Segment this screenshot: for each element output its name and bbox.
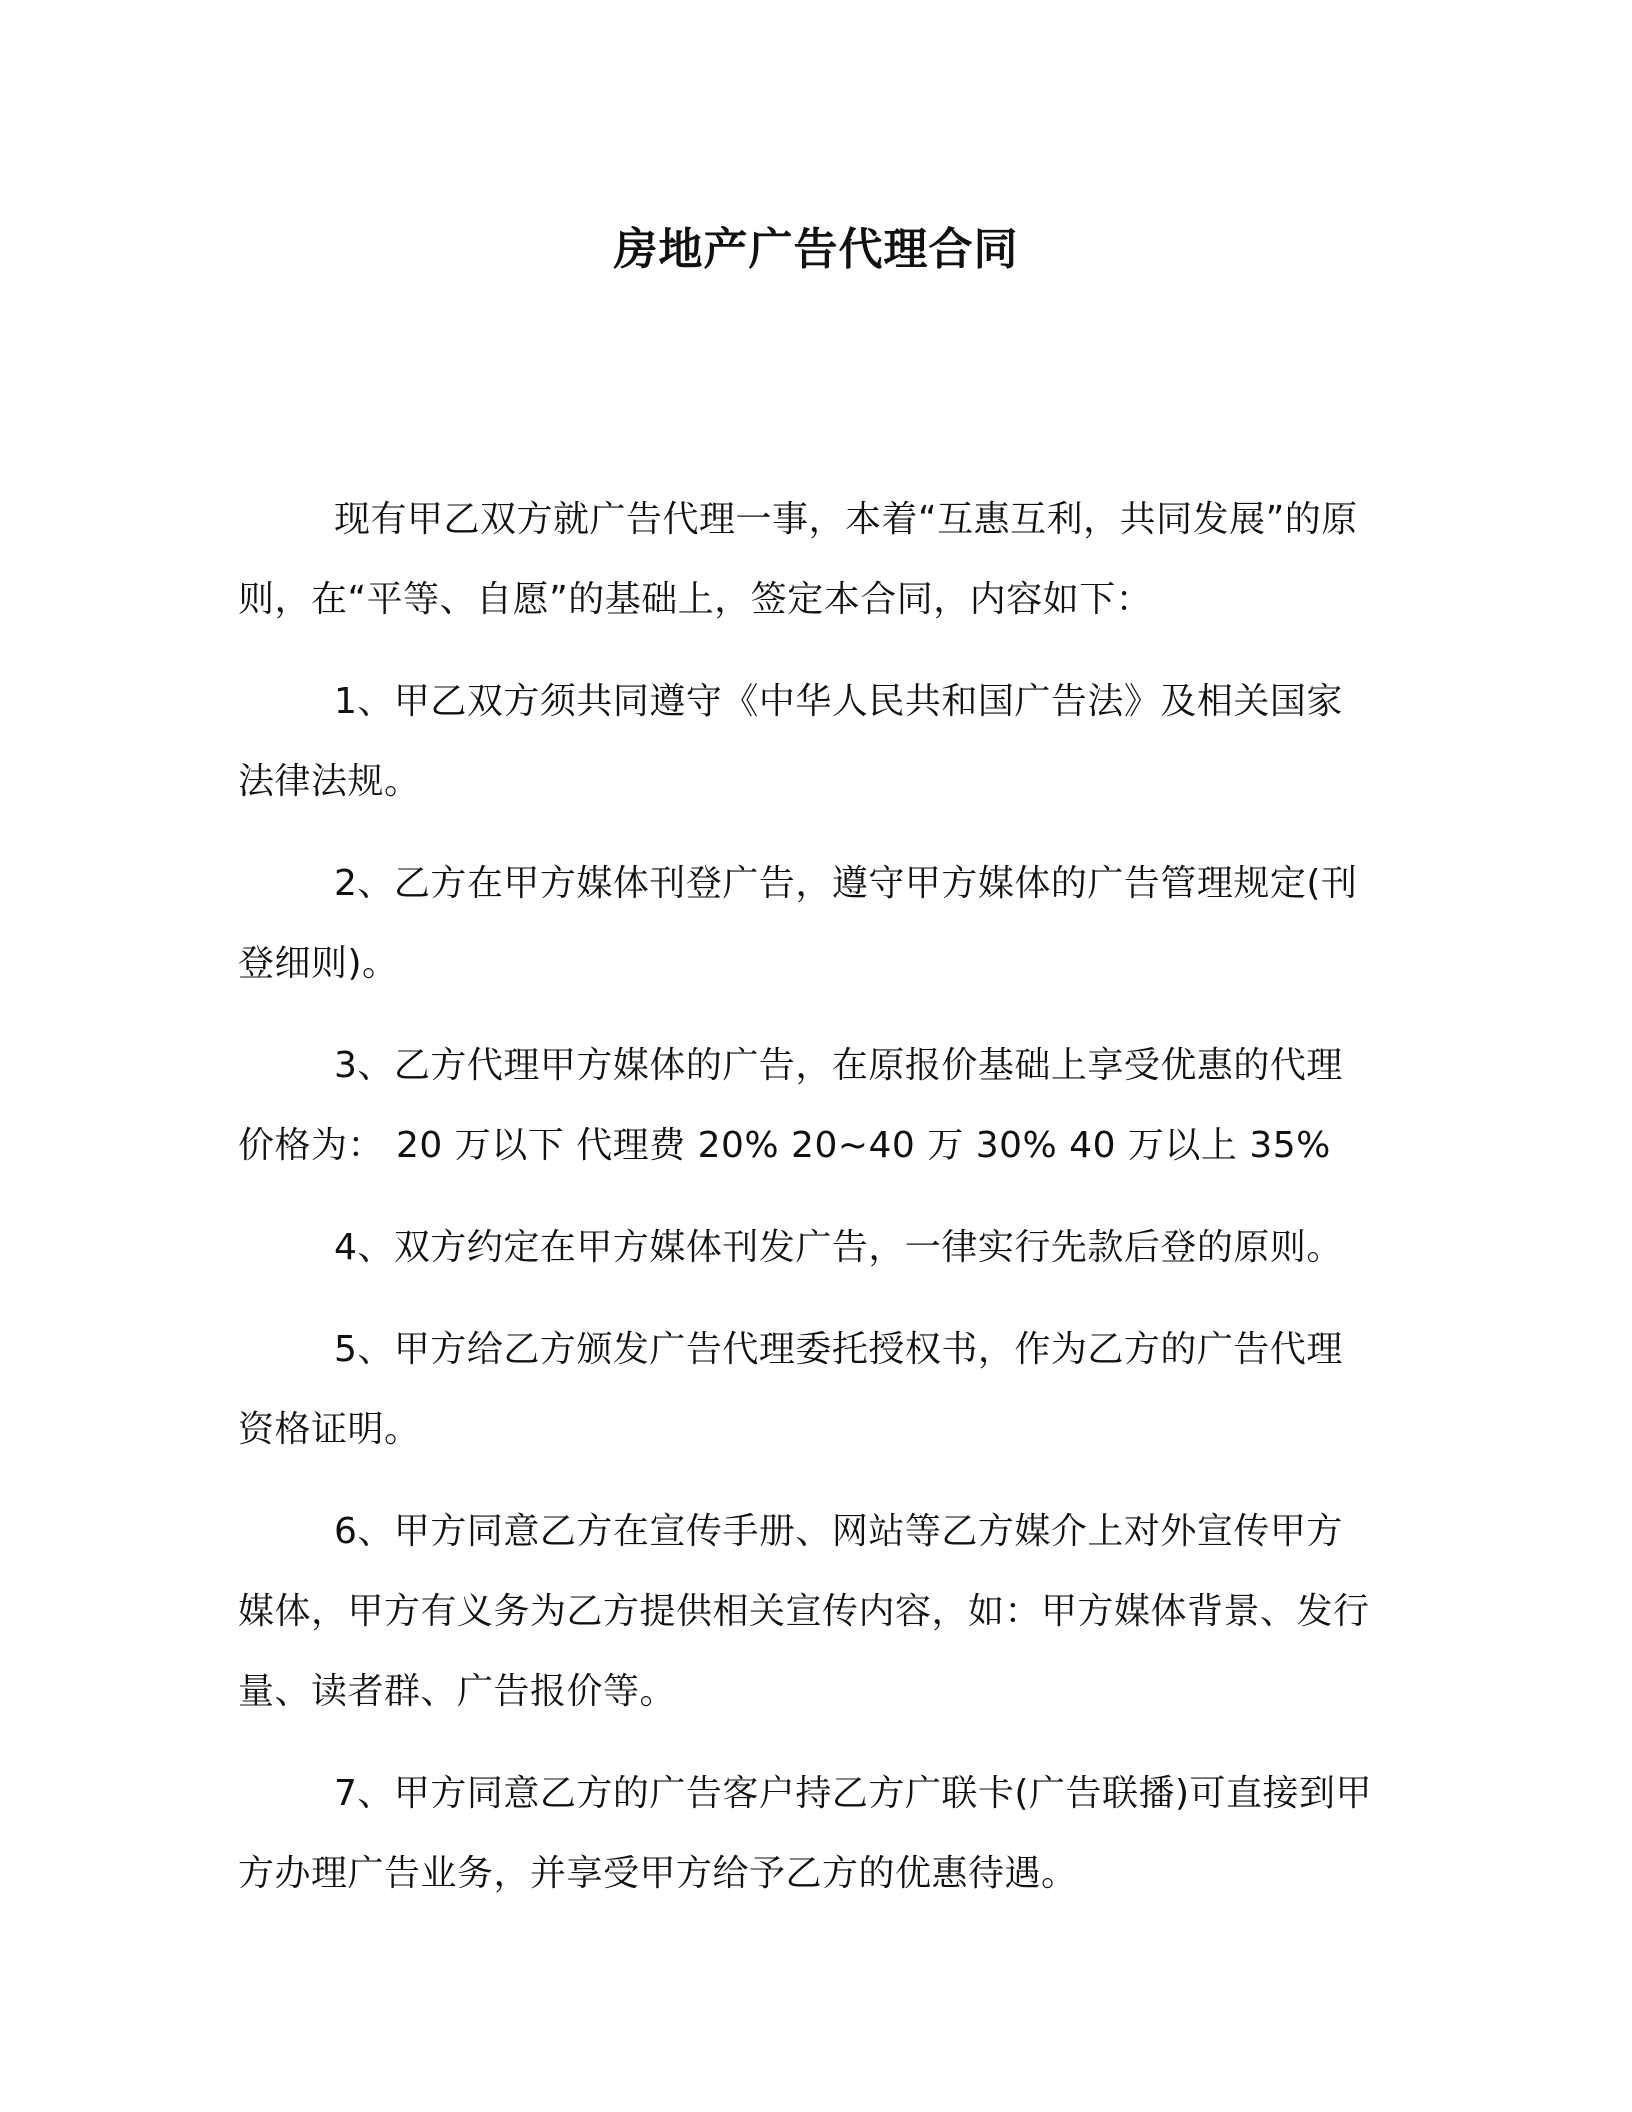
intro-paragraph: 现有甲乙双方就广告代理一事，本着“互惠互利，共同发展”的原则，在“平等、自愿”的基础上，签定本合同，内容如下：	[238, 499, 1358, 620]
clause-7: 7、甲方同意乙方的广告客户持乙方广联卡(广告联播)可直接到甲方办理广告业务，并享受甲方给予乙方的优惠待遇。	[238, 1773, 1372, 1894]
clause-2: 2、乙方在甲方媒体刊登广告，遵守甲方媒体的广告管理规定(刊登细则)。	[238, 863, 1358, 984]
clause-4: 4、双方约定在甲方媒体刊发广告，一律实行先款后登的原则。	[334, 1227, 1343, 1268]
document-body	[238, 480, 1378, 1936]
clause-1: 1、甲乙双方须共同遵守《中华人民共和国广告法》及相关国家法律法规。	[238, 681, 1343, 802]
document-title: 房地产广告代理合同	[613, 224, 1019, 275]
clause-5: 5、甲方给乙方颁发广告代理委托授权书，作为乙方的广告代理资格证明。	[238, 1329, 1343, 1450]
clause-3: 3、乙方代理甲方媒体的广告，在原报价基础上享受优惠的代理价格为： 20 万以下 代理费 20% 20~40 万 30% 40 万以上 35%	[238, 1045, 1343, 1166]
clause-6: 6、甲方同意乙方在宣传手册、网站等乙方媒介上对外宣传甲方媒体，甲方有义务为乙方提供相关宣传内容，如：甲方媒体背景、发行量、读者群、广告报价等。	[238, 1511, 1370, 1712]
